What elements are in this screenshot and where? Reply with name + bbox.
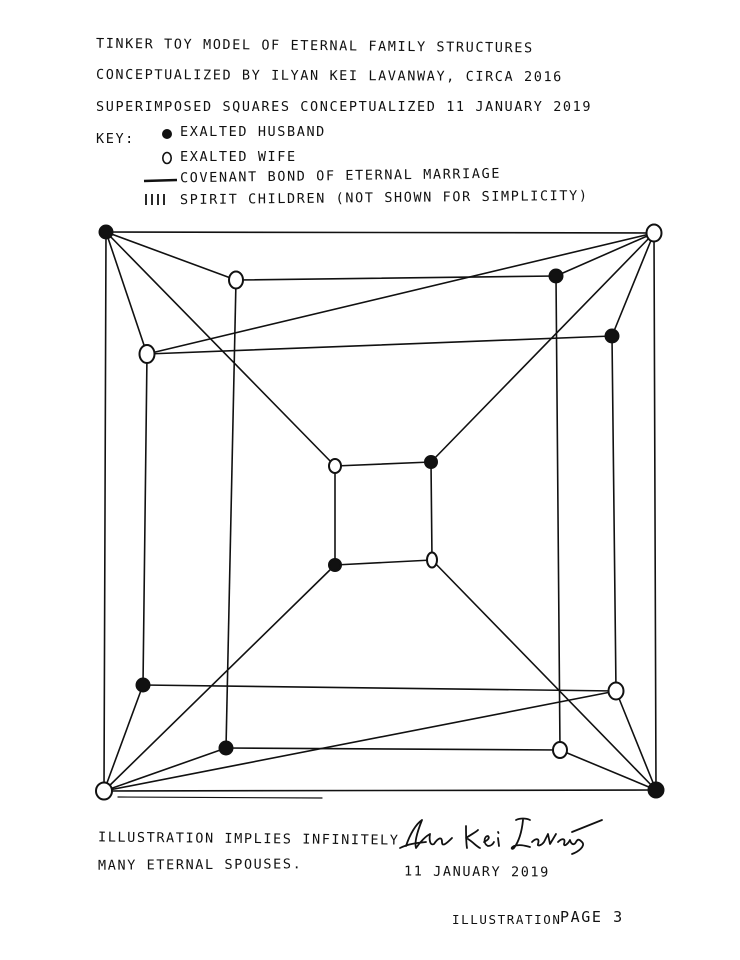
husband-node-c-bl <box>137 679 150 692</box>
wife-node-b-br <box>553 742 567 758</box>
footer-note-line-2: MANY ETERNAL SPOUSES. <box>97 856 303 874</box>
wife-node-outer-bl <box>96 783 112 800</box>
square-b-right-edge <box>556 276 560 750</box>
husband-node-b-tr <box>550 270 563 283</box>
outer-square-bottom-edge <box>104 790 656 791</box>
wife-node-inner-br <box>427 553 437 568</box>
bond-br-to-inner-br <box>432 560 656 790</box>
square-b-bottom-edge <box>226 748 560 750</box>
wife-node-outer-tr <box>647 225 662 242</box>
title-line-2: CONCEPTUALIZED BY ILYAN KEI LAVANWAY, CIRCA 2016 <box>95 66 563 86</box>
outer-square-top-edge <box>106 232 654 233</box>
square-c-right-edge <box>612 336 616 691</box>
husband-node-inner-bl <box>329 559 341 571</box>
footer-note-line-1: ILLUSTRATION IMPLIES INFINITELY <box>97 829 400 849</box>
husband-node-outer-tl <box>100 226 113 239</box>
square-c-left-edge <box>143 354 147 685</box>
title-line-1: TINKER TOY MODEL OF ETERNAL FAMILY STRUCTURES <box>95 35 534 57</box>
bond-bl-to-c-bl <box>104 685 143 791</box>
wife-node-b-tl <box>229 272 243 289</box>
bond-bl-to-b-bl <box>104 748 226 791</box>
wife-node-c-br <box>609 683 624 700</box>
square-c-bottom-edge <box>143 685 616 691</box>
bond-tl-to-b-tl <box>106 232 236 280</box>
inner-square-bottom-edge <box>335 560 432 565</box>
husband-node-inner-tr <box>425 456 437 468</box>
key-husband-label: EXALTED HUSBAND <box>180 124 326 140</box>
bond-tl-to-c-tl <box>106 232 147 354</box>
husband-node-outer-br <box>649 783 664 798</box>
bond-tr-to-c-tl <box>147 233 654 354</box>
husband-node-b-bl <box>220 742 233 755</box>
inner-square-top-edge <box>335 462 431 466</box>
bottom-edge-stroke <box>118 797 322 798</box>
key-wife-label: EXALTED WIFE <box>180 149 297 165</box>
bond-tr-to-inner-tr <box>431 233 654 462</box>
husband-node-c-tr <box>606 330 619 343</box>
page-number: PAGE 3 <box>560 908 624 926</box>
key-label: KEY: <box>96 131 135 147</box>
signature-date: 11 JANUARY 2019 <box>403 863 550 881</box>
outer-square-left-edge <box>104 232 106 791</box>
key-bond-label: COVENANT BOND OF ETERNAL MARRIAGE <box>179 165 502 187</box>
square-b-top-edge <box>236 276 556 280</box>
title-line-3: SUPERIMPOSED SQUARES CONCEPTUALIZED 11 JANUARY 2019 <box>96 99 593 115</box>
bond-bl-to-inner-bl <box>104 565 335 791</box>
wife-node-inner-tl <box>329 459 341 473</box>
outer-square-right-edge <box>654 233 656 790</box>
wife-node-c-tl <box>140 345 155 363</box>
signature-mark <box>396 812 606 858</box>
inner-square-right-edge <box>431 462 432 560</box>
bond-bl-to-c-br <box>104 691 616 791</box>
page-label: ILLUSTRATION <box>452 912 562 927</box>
key-children-label: SPIRIT CHILDREN (NOT SHOWN FOR SIMPLICITY) <box>179 187 589 209</box>
